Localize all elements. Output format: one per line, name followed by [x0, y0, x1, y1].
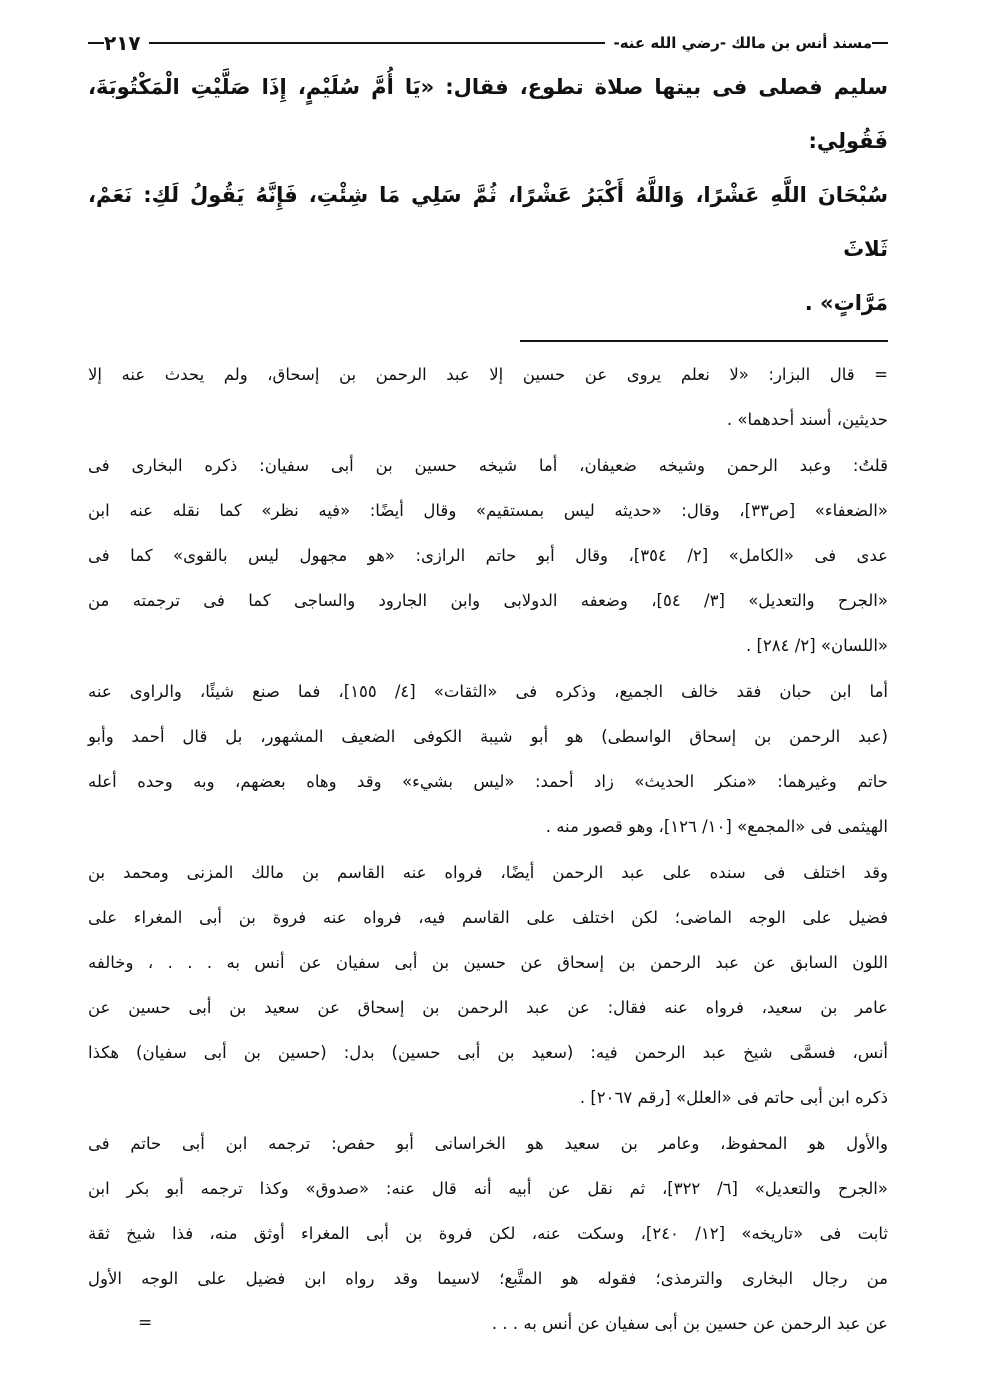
footnote-line: (عبد الرحمن بن إسحاق الواسطى) هو أبو شيبة الكوفى الضعيف المشهور، بل قال أحمد وأبو: [88, 727, 888, 746]
footnote-line: عدى فى «الكامل» [٢/ ٣٥٤]، وقال أبو حاتم الرازى: «هو مجهول ليس بالقوى» كما فى: [88, 546, 888, 565]
continuation-mark: =: [138, 1313, 153, 1333]
footnote-line: من رجال البخارى والترمذى؛ فقوله هو المتَّبع؛ لاسيما وقد رواه ابن فضيل على الوجه الأول: [88, 1269, 888, 1288]
footnote-line: فضيل على الوجه الماضى؛ لكن اختلف على القاسم فيه، فرواه عنه فروة بن أبى المغراء على: [88, 908, 888, 927]
footnote-line: = قال البزار: «لا نعلم يروى عن حسين إلا عبد الرحمن بن إسحاق، ولم يحدث عنه إلا: [88, 365, 888, 384]
footnotes: [88, 352, 888, 1346]
footnote-line: الهيثمى فى «المجمع» [١٠/ ١٢٦]، وهو قصور منه .: [545, 817, 888, 836]
footnote-line: أما ابن حبان فقد خالف الجميع، وذكره فى «الثقات» [٤/ ١٥٥]، فما صنع شيئًا، والراوى عنه: [88, 682, 888, 701]
running-header: [88, 30, 888, 56]
footnote-line: عامر بن سعيد، فرواه عنه فقال: عن عبد الرحمن بن إسحاق عن سعيد بن أبى حسين عن: [88, 998, 888, 1017]
footnote-line: حديثين، أسند أحدهما» .: [726, 410, 888, 429]
footnote-line: «الضعفاء» [ص٣٣]، وقال: «حديثه ليس بمستقيم» وقال أيضًا: «فيه نظر» كما نقله عنه ابن: [88, 501, 888, 520]
footnote-line: اللون السابق عن عبد الرحمن بن إسحاق عن حسين بن أبى سفيان عن أنس به . . . ، وخالفه: [88, 953, 888, 972]
main-text: [88, 60, 888, 330]
footnote-line: عن عبد الرحمن عن حسين بن أبى سفيان عن أنس به . . .: [491, 1314, 888, 1333]
footnote-last-row: [88, 1301, 888, 1346]
header-rule: [872, 42, 888, 44]
footnote-line: «اللسان» [٢/ ٢٨٤] .: [745, 636, 888, 655]
footnote-line: «الجرح والتعديل» [٦/ ٣٢٢]، ثم نقل عن أبيه أنه قال عنه: «صدوق» وكذا ترجمه أبو بكر ابن: [88, 1179, 888, 1198]
footnote-line: «الجرح والتعديل» [٣/ ٥٤]، وضعفه الدولابى وابن الجارود والساجى كما فى ترجمته من: [88, 591, 888, 610]
footnote-line: حاتم وغيرهما: «منكر الحديث» زاد أحمد: «ليس بشيء» وقد وهاه بعضهم، وبه وحده أعله: [88, 772, 888, 791]
footnote-line: والأول هو المحفوظ، وعامر بن سعيد هو الخراسانى أبو حفص: ترجمه ابن أبى حاتم فى: [88, 1134, 888, 1153]
main-text-line: مَرَّاتٍ» .: [804, 291, 888, 315]
footnote-line: ذكره ابن أبى حاتم فى «العلل» [رقم ٢٠٦٧] .: [579, 1088, 888, 1107]
header-rule: [88, 42, 104, 44]
footnote-line: وقد اختلف فى سنده على عبد الرحمن أيضًا، فرواه عنه القاسم بن مالك المزنى ومحمد بن: [88, 863, 888, 882]
footnote-line: أنس، فسمَّى شيخ عبد الرحمن فيه: (سعيد بن أبى حسين) بدل: (حسين بن أبى سفيان) هكذا: [88, 1043, 888, 1062]
footnote-line: قلتُ: وعبد الرحمن وشيخه ضعيفان، أما شيخه حسين بن أبى سفيان: ذكره البخارى فى: [88, 456, 888, 475]
main-text-line: سليم فصلى فى بيتها صلاة تطوع، فقال: «يَا أُمَّ سُلَيْمٍ، إِذَا صَلَّيْتِ الْمَكْتُوبَةَ، فَقُولِي:: [88, 75, 888, 153]
footnote-separator: [520, 340, 888, 342]
main-text-line: سُبْحَانَ اللَّهِ عَشْرًا، وَاللَّهُ أَكْبَرُ عَشْرًا، ثُمَّ سَلِي مَا شِئْتِ، فَإِنَّهُ يَقُولُ لَكِ: نَعَمْ، ثَلاثَ: [88, 183, 888, 261]
header-rule: [149, 42, 606, 44]
page-number: ٢١٧: [104, 31, 141, 55]
header-title: مسند أنس بن مالك -رضي الله عنه-: [613, 34, 872, 52]
footnote-line: ثابت فى «تاريخه» [١٢/ ٢٤٠]، وسكت عنه، لكن فروة بن أبى المغراء أوثق منه، فذا شيخ ثقة: [88, 1224, 888, 1243]
